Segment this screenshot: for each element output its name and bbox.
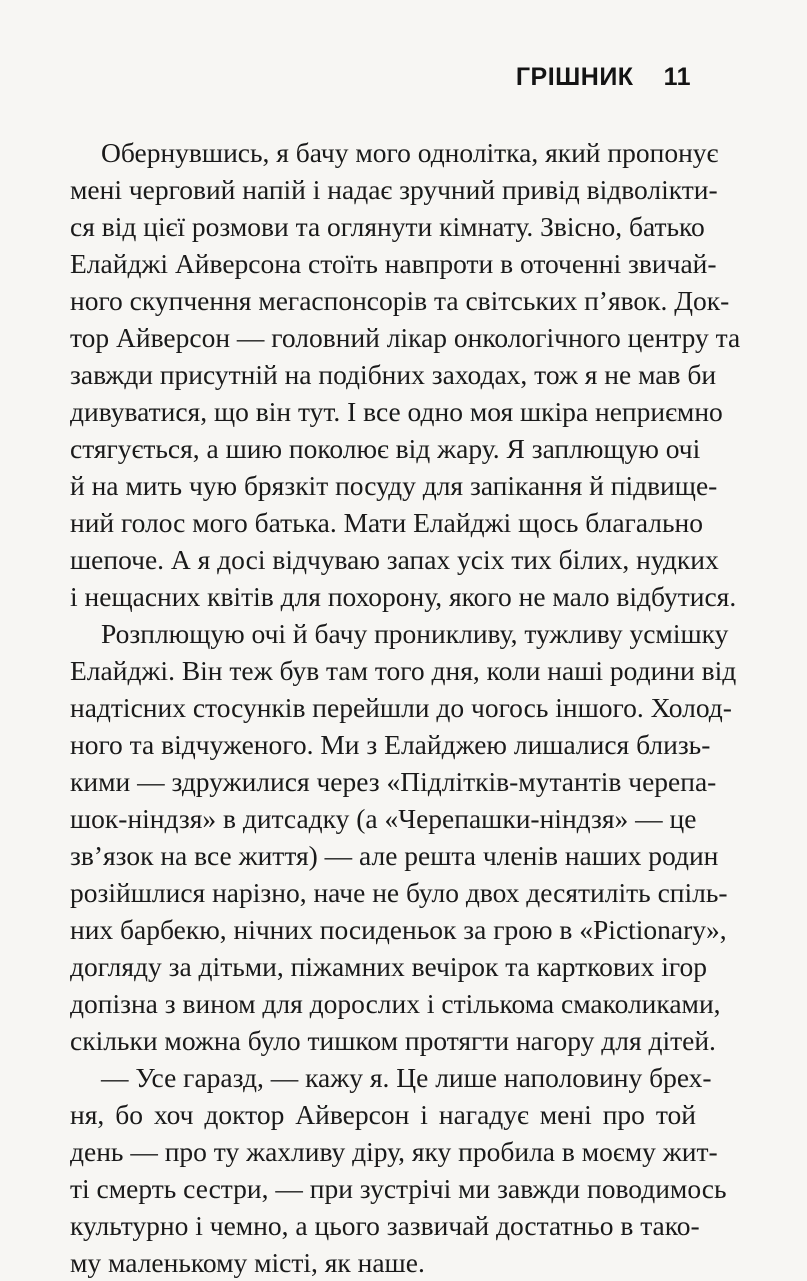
text-line: дивуватися, що він тут. І все одно моя шкіра неприємно	[70, 396, 723, 427]
text-line: завжди присутній на подібних заходах, тож я не мав би	[70, 359, 717, 390]
text-line: ного та відчуженого. Ми з Елайджею лишалися близь-	[70, 729, 711, 760]
text-line: шок-ніндзя» в дитсадку (а «Черепашки-ніндзя» — це	[70, 803, 697, 834]
text-line: догляду за дітьми, піжамних вечірок та карткових ігор	[70, 951, 707, 982]
text-line: культурно і чемно, а цього зазвичай достатньо в тако-	[70, 1210, 700, 1241]
text-line: день — про ту жахливу діру, яку пробила в моєму жит-	[70, 1136, 718, 1167]
text-line: кими — здружилися через «Підлітків-мутантів черепа-	[70, 766, 717, 797]
text-line: ня, бо хоч доктор Айверсон і нагадує мені про той	[70, 1099, 696, 1130]
text-line: тор Айверсон — головний лікар онкологічного центру та	[70, 322, 741, 353]
running-title: ГРІШНИК	[515, 63, 634, 91]
text-line: і нещасних квітів для похорону, якого не мало відбутися.	[70, 581, 737, 612]
page-number: 11	[663, 63, 691, 91]
text-line: ний голос мого батька. Мати Елайджі щось благально	[70, 507, 703, 538]
text-line: розійшлися нарізно, наче не було двох десятиліть спіль-	[70, 877, 728, 908]
text-line: мені черговий напій і надає зручний привід відволікти-	[70, 174, 718, 205]
text-line: надтісних стосунків перейшли до чогось іншого. Холод-	[70, 692, 732, 723]
paragraph-3	[70, 1059, 727, 1281]
text-line: Елайджі. Він теж був там того дня, коли наші родини від	[70, 655, 737, 686]
body-text	[70, 134, 741, 1281]
text-line: му маленькому місті, як наше.	[70, 1247, 425, 1278]
text-line: них барбекю, нічних посиденьок за грою в «Pictionary»,	[70, 914, 727, 945]
text-line: допізна з вином для дорослих і стількома смаколиками,	[70, 988, 721, 1019]
text-line: зв’язок на все життя) — але решта членів наших родин	[70, 840, 719, 871]
text-line: Елайджі Айверсона стоїть навпроти в оточенні звичай-	[70, 248, 717, 279]
text-line: шепоче. А я досі відчуваю запах усіх тих білих, нудких	[70, 544, 719, 575]
text-line: — Усе гаразд, — кажу я. Це лише наполовину брех-	[101, 1062, 712, 1093]
paragraph-2	[70, 615, 737, 1059]
paragraph-1	[70, 134, 741, 615]
text-line: ся від цієї розмови та оглянути кімнату. Звісно, батько	[70, 211, 705, 242]
text-line: Розплющую очі й бачу проникливу, тужливу усмішку	[101, 618, 729, 649]
text-line: ті смерть сестри, — при зустрічі ми завжди поводимось	[70, 1173, 727, 1204]
text-line: й на мить чую брязкіт посуду для запікання й підвище-	[70, 470, 718, 501]
text-line: скільки можна було тишком протягти нагору для дітей.	[70, 1025, 716, 1056]
text-line: Обернувшись, я бачу мого однолітка, який пропонує	[101, 137, 719, 168]
running-header	[516, 63, 691, 92]
text-line: ного скупчення мегаспонсорів та світських п’явок. Док-	[70, 285, 730, 316]
text-line: стягується, а шию поколює від жару. Я заплющую очі	[70, 433, 701, 464]
